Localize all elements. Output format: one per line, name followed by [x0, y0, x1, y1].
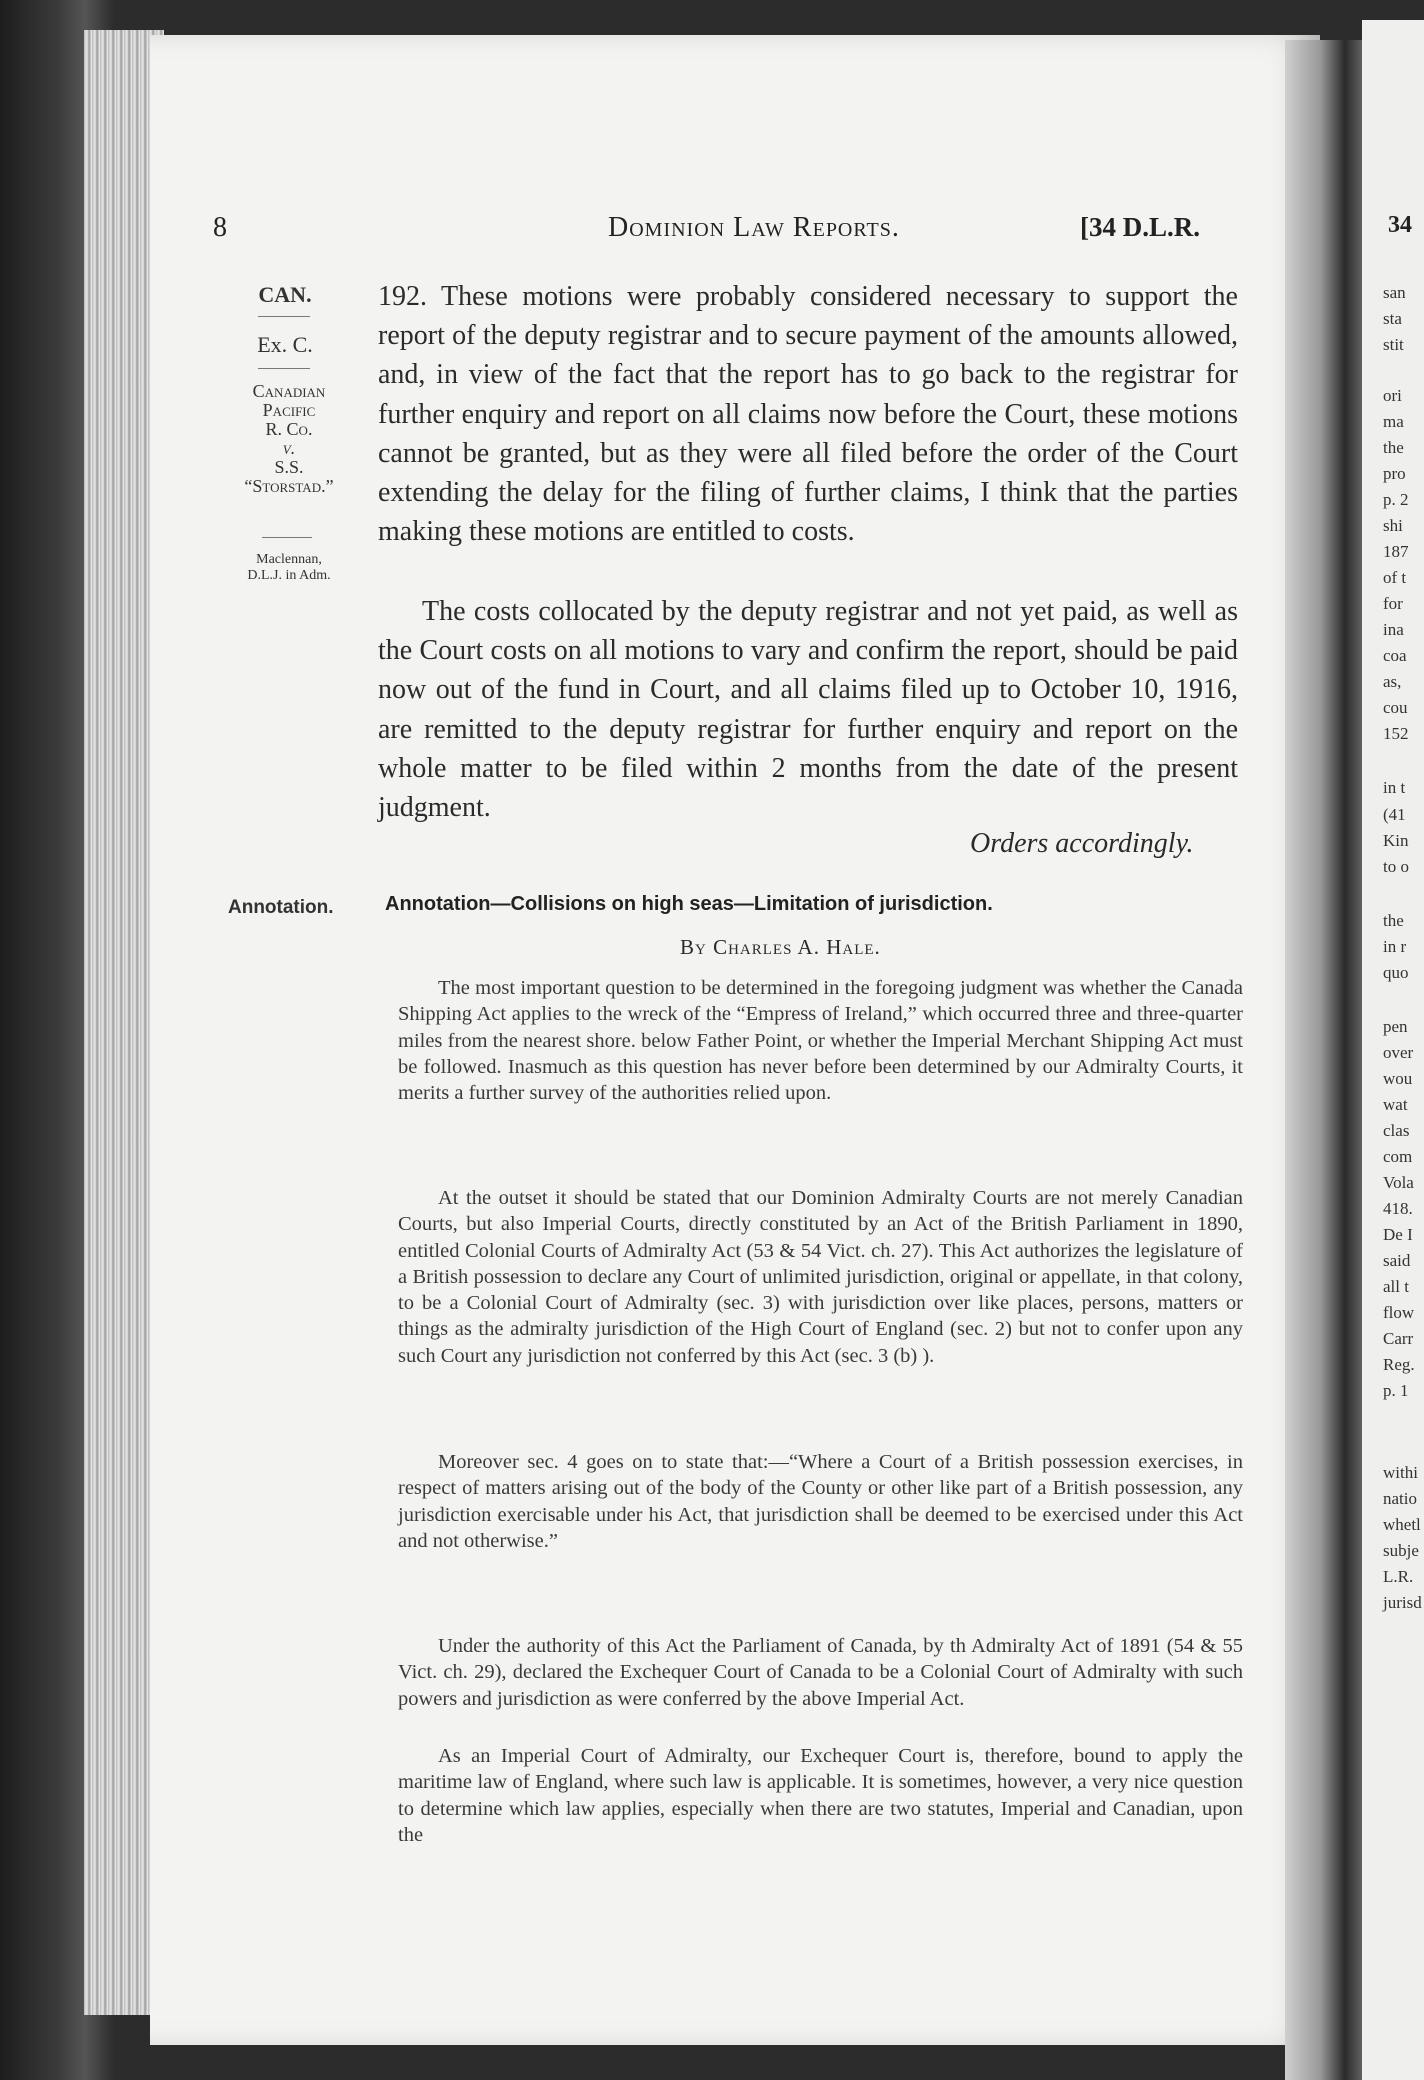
- facing-page-fragment: said: [1383, 1251, 1411, 1270]
- annotation-paragraph: As an Imperial Court of Admiralty, our Exchequer Court is, therefore, bound to apply the maritime law of England, where such law is applicable. It is sometimes, however, a very nice question to determine which law applies, especially when there are two statutes, Imperial and Canadian, upon the: [398, 1745, 1243, 1846]
- judge-line: Maclennan,: [256, 552, 322, 567]
- facing-page-fragment: quo: [1383, 963, 1409, 982]
- facing-page-fragment: Kin: [1383, 831, 1409, 850]
- facing-page-fragment: over: [1383, 1043, 1414, 1062]
- case-line: v.: [282, 438, 296, 458]
- annotation-paragraph: At the outset it should be stated that our Dominion Admiralty Courts are not merely Canadian Courts, but also Imperial Courts, directly constituted by an Act of the British Parliament in 1890, entitled Colonial Courts of Admiralty Act (53 & 54 Vict. ch. 27). This Act authorizes the legislature of a British possession to declare any Court of unlimited jurisdiction, original or appellate, in that colony, to be a Colonial Court of Admiralty (sec. 3) with jurisdiction over like places, persons, matters or things as the admiralty jurisdiction of the High Court of England (sec. 2) but not to confer upon any such Court any jurisdiction not conferred by this Act (sec. 3 (b) ).: [398, 1187, 1243, 1367]
- facing-page-fragment: in r: [1383, 937, 1407, 956]
- page-number: 8: [213, 212, 227, 243]
- facing-page-fragment: p. 1: [1383, 1381, 1409, 1400]
- facing-page-fragment: wou: [1383, 1069, 1413, 1088]
- case-line: Pacific: [262, 400, 316, 420]
- facing-page-fragment: withi: [1383, 1463, 1418, 1482]
- margin-annotation-label: Annotation.: [228, 897, 334, 918]
- facing-page-fragment: pro: [1383, 464, 1406, 483]
- facing-page-fragment: Reg.: [1383, 1355, 1415, 1374]
- facing-page-fragment: ma: [1383, 412, 1404, 431]
- volume-reference: [34 D.L.R.: [1080, 212, 1200, 242]
- facing-page-fragment: De I: [1383, 1225, 1413, 1244]
- facing-page-fragment: flow: [1383, 1303, 1415, 1322]
- facing-page-fragment: to o: [1383, 857, 1409, 876]
- case-line: Canadian: [252, 381, 326, 401]
- facing-page-fragment: com: [1383, 1147, 1413, 1166]
- facing-page-fragment: subje: [1383, 1541, 1419, 1560]
- facing-page-fragment: whetl: [1383, 1515, 1421, 1534]
- facing-page-fragment: clas: [1383, 1121, 1410, 1140]
- annotation-author: By Charles A. Hale.: [680, 935, 881, 959]
- judgment-paragraph: 192. These motions were probably considered necessary to support the report of the deputy registrar and to secure payment of the amounts allowed, and, in view of the fact that the report has to go back to the registrar for further enquiry and report on all claims now before the Court, these motions cannot be granted, but as they were all filed before the order of the Court extending the delay for the filing of further claims, I think that the parties making these motions are entitled to costs.: [378, 281, 1238, 548]
- annotation-title: Annotation—Collisions on high seas—Limitation of jurisdiction.: [385, 893, 993, 915]
- running-head: Dominion Law Reports.: [608, 212, 900, 243]
- margin-case-name: [215, 382, 363, 496]
- case-line: “Storstad.”: [244, 476, 334, 496]
- annotation-paragraph: Moreover sec. 4 goes on to state that:—“Where a Court of a British possession exercises, in respect of matters arising out of the body of the County or other like part of a British possession, any jurisdiction exercisable under his Act, that jurisdiction shall be deemed to be exercised under this Act and not otherwise.”: [398, 1451, 1243, 1552]
- facing-page-fragment: pen: [1383, 1017, 1408, 1036]
- facing-page-fragment: the: [1383, 438, 1404, 457]
- margin-judge: [210, 552, 368, 584]
- facing-page-fragment: 152: [1383, 724, 1409, 743]
- facing-page-fragment: L.R.: [1383, 1567, 1414, 1586]
- facing-page-fragment: cou: [1383, 698, 1408, 717]
- margin-rule: [262, 537, 312, 538]
- margin-division: Ex. C.: [257, 332, 313, 357]
- margin-court: CAN.: [258, 282, 312, 307]
- orders-line: Orders accordingly.: [970, 828, 1194, 859]
- facing-page-fragment: wat: [1383, 1095, 1408, 1114]
- facing-page-fragment: all t: [1383, 1277, 1409, 1296]
- facing-page-fragment: (41: [1383, 805, 1406, 824]
- facing-page-fragment: coa: [1383, 646, 1407, 665]
- margin-rule: [258, 316, 310, 317]
- facing-page-fragment: 187: [1383, 542, 1409, 561]
- annotation-paragraph: The most important question to be determined in the foregoing judgment was whether the Canada Shipping Act applies to the wreck of the “Empress of Ireland,” which occurred three and three-quarter miles from the nearest shore. below Father Point, or whether the Imperial Merchant Shipping Act must be followed. Inasmuch as this question has never before been determined by our Admiralty Courts, it merits a further survey of the authorities relied upon.: [398, 977, 1243, 1105]
- facing-page-fragment: in t: [1383, 778, 1406, 797]
- margin-rule: [258, 368, 310, 369]
- facing-page-fragment: san: [1383, 283, 1406, 302]
- facing-page-fragment: Vola: [1383, 1173, 1414, 1192]
- facing-page-fragment: Carr: [1383, 1329, 1414, 1348]
- facing-page-fragment: 418.: [1383, 1199, 1413, 1218]
- facing-page-fragment: stit: [1383, 335, 1404, 354]
- facing-page-fragment: as,: [1383, 672, 1402, 691]
- facing-page-fragment: ori: [1383, 386, 1402, 405]
- facing-page-fragment: the: [1383, 911, 1404, 930]
- case-line: S.S.: [274, 457, 304, 477]
- facing-page-fragment: jurisd: [1383, 1593, 1422, 1612]
- facing-page-fragment: p. 2: [1383, 490, 1409, 509]
- facing-page-fragment: of t: [1383, 568, 1407, 587]
- facing-page-fragment: ina: [1383, 620, 1404, 639]
- case-line: R. Co.: [265, 419, 313, 439]
- facing-page-fragment: shi: [1383, 516, 1403, 535]
- facing-page-fragment: natio: [1383, 1489, 1417, 1508]
- facing-page-fragment: sta: [1383, 309, 1402, 328]
- annotation-paragraph: Under the authority of this Act the Parliament of Canada, by th Admiralty Act of 1891 (54 & 55 Vict. ch. 29), declared the Exchequer Court of Canada to be a Colonial Court of Admiralty with such powers and jurisdiction as were conferred by the above Imperial Act.: [398, 1635, 1243, 1710]
- judge-line: D.L.J. in Adm.: [247, 568, 331, 583]
- facing-page-number: 34: [1388, 212, 1412, 238]
- judgment-paragraph: The costs collocated by the deputy registrar and not yet paid, as well as the Court costs on all motions to vary and confirm the report, should be paid now out of the fund in Court, and all claims filed up to October 10, 1916, are remitted to the deputy registrar for further enquiry and report on the whole matter to be filed within 2 months from the date of the present judgment.: [378, 596, 1238, 824]
- facing-page-fragment: for: [1383, 594, 1403, 613]
